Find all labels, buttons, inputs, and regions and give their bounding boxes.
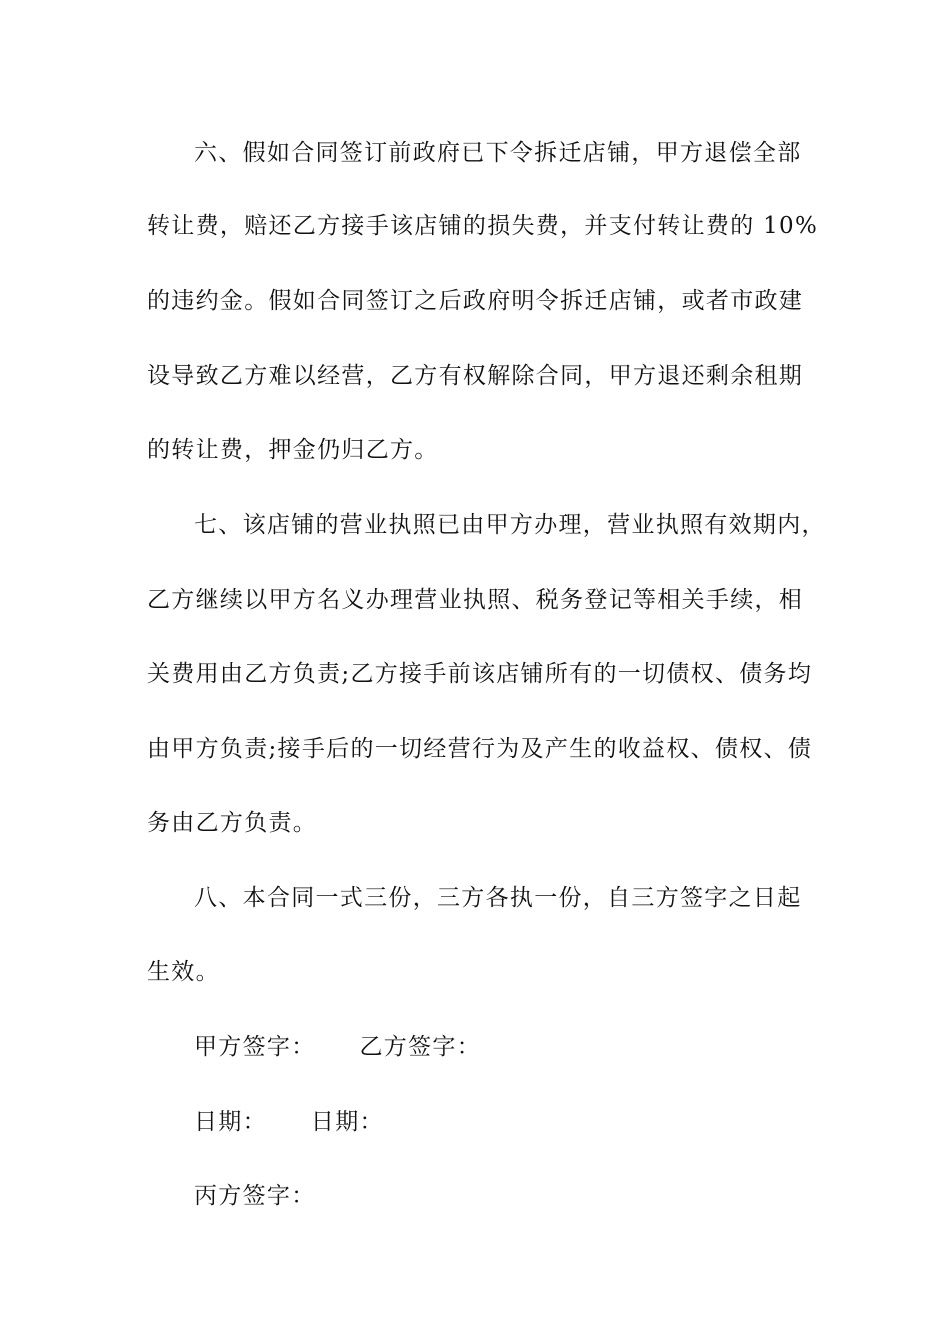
clause-6-line-3: 的违约金。假如合同签订之后政府明令拆迁店铺，或者市政建 (147, 288, 804, 314)
party-a-date-label: 日期： (194, 1109, 267, 1135)
clause-8-line-1: 八、本合同一式三份，三方各执一份，自三方签字之日起 (194, 885, 802, 911)
clause-8-line-2: 生效。 (147, 959, 220, 985)
clause-7-line-5: 务由乙方负责。 (147, 810, 318, 836)
clause-7-line-4: 由甲方负责;接手后的一切经营行为及产生的收益权、债权、债 (147, 736, 813, 762)
clause-6-line-2: 转让费，赔还乙方接手该店铺的损失费，并支付转让费的 10% (147, 213, 819, 239)
party-b-date-label: 日期： (310, 1109, 384, 1135)
clause-6-line-5: 的转让费，押金仍归乙方。 (147, 437, 439, 463)
party-b-signature-label: 乙方签字： (359, 1034, 481, 1060)
clause-6-line-1: 六、假如合同签订前政府已下令拆迁店铺，甲方退偿全部 (194, 140, 802, 166)
clause-7-line-1: 七、该店铺的营业执照已由甲方办理，营业执照有效期内， (194, 512, 826, 538)
clause-7-line-3: 关费用由乙方负责;乙方接手前该店铺所有的一切债权、债务均 (147, 661, 813, 687)
date-row-ab (194, 1107, 384, 1137)
party-c-signature-label: 丙方签字： (194, 1183, 316, 1209)
party-a-signature-label: 甲方签字： (194, 1034, 316, 1060)
clause-7-line-2: 乙方继续以甲方名义办理营业执照、税务登记等相关手续，相 (147, 587, 804, 613)
signature-row-ab (194, 1032, 481, 1062)
clause-6-line-4: 设导致乙方难以经营，乙方有权解除合同，甲方退还剩余租期 (147, 363, 804, 389)
